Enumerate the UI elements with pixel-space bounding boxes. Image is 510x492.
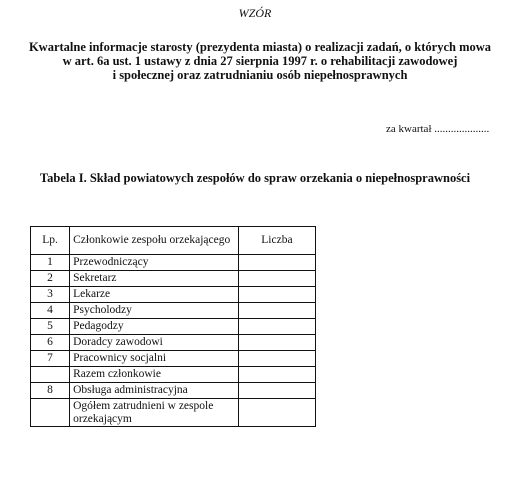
row-lp [31, 367, 70, 383]
table-row [31, 319, 316, 335]
table-row [31, 351, 316, 367]
header-members: Członkowie zespołu orzekającego [70, 227, 239, 255]
row-name: Razem członkowie [70, 367, 239, 383]
row-name: Sekretarz [70, 271, 239, 287]
row-name: Doradcy zawodowi [70, 335, 239, 351]
table-row [31, 335, 316, 351]
row-lp: 6 [31, 335, 70, 351]
row-name: Lekarze [70, 287, 239, 303]
row-count[interactable] [238, 383, 315, 399]
row-name: Ogółem zatrudnieni w zespole orzekającym [70, 399, 239, 427]
table-row [31, 399, 316, 427]
row-lp: 7 [31, 351, 70, 367]
heading-line-1: Kwartalne informacje starosty (prezydenta miasta) o realizacji zadań, o których mowa [28, 40, 492, 54]
row-name: Psycholodzy [70, 303, 239, 319]
row-name: Przewodniczący [70, 255, 239, 271]
row-lp: 5 [31, 319, 70, 335]
table-row [31, 367, 316, 383]
row-name: Pedagodzy [70, 319, 239, 335]
table-title: Tabela I. Skład powiatowych zespołów do spraw orzekania o niepełnosprawności [39, 171, 471, 185]
row-lp: 4 [31, 303, 70, 319]
row-count[interactable] [238, 367, 315, 383]
table-row [31, 255, 316, 271]
table-header-row [31, 227, 316, 255]
row-count[interactable] [238, 319, 315, 335]
row-count[interactable] [238, 335, 315, 351]
header-lp: Lp. [31, 227, 70, 255]
document-heading [20, 40, 500, 82]
row-lp: 3 [31, 287, 70, 303]
row-count[interactable] [238, 287, 315, 303]
row-count[interactable] [238, 351, 315, 367]
template-label: WZÓR [238, 6, 272, 20]
row-name: Pracownicy socjalni [70, 351, 239, 367]
row-name: Obsługa administracyjna [70, 383, 239, 399]
row-lp [31, 399, 70, 427]
row-count[interactable] [238, 399, 315, 427]
heading-line-2: w art. 6a ust. 1 ustawy z dnia 27 sierpnia 1997 r. o rehabilitacji zawodowej [62, 54, 458, 68]
table-row [31, 383, 316, 399]
row-lp: 8 [31, 383, 70, 399]
header-count: Liczba [238, 227, 315, 255]
table-row [31, 303, 316, 319]
heading-line-3: i społecznej oraz zatrudnianiu osób niepełnosprawnych [112, 68, 408, 82]
table-row [31, 287, 316, 303]
table-row [31, 271, 316, 287]
row-lp: 1 [31, 255, 70, 271]
row-count[interactable] [238, 303, 315, 319]
row-count[interactable] [238, 255, 315, 271]
quarter-field: za kwartał .................... [386, 123, 490, 135]
members-table [30, 226, 316, 427]
row-lp: 2 [31, 271, 70, 287]
row-count[interactable] [238, 271, 315, 287]
